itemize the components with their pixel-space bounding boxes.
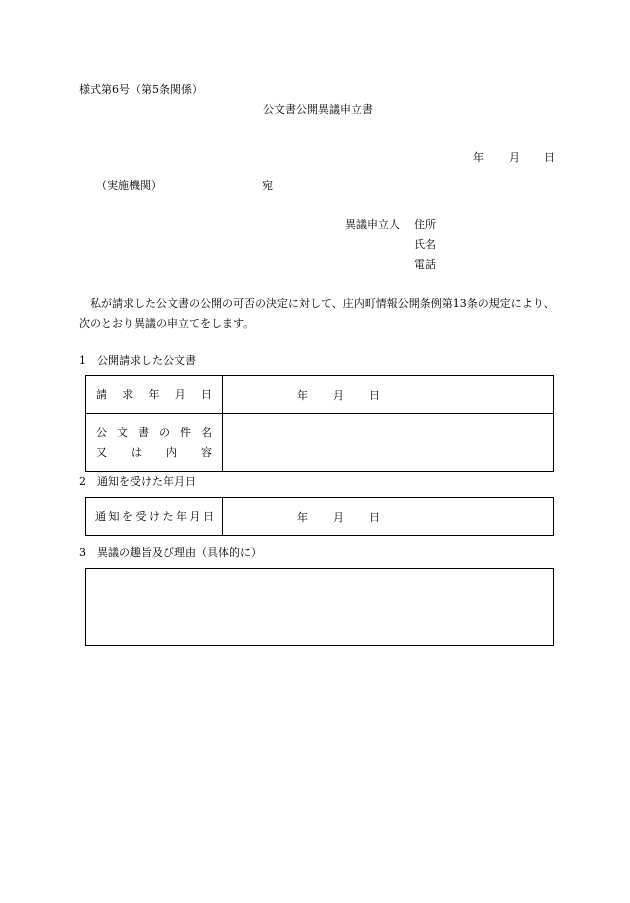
doc-subject-label-line1: 公文書の件名 <box>96 425 212 439</box>
notification-date-label: 通知を受けた年月日 <box>95 509 214 523</box>
submission-date <box>473 151 555 165</box>
page-title: 公文書公開異議申立書 <box>263 103 373 116</box>
requested-document-table <box>85 375 554 472</box>
applicant-label: 異議申立人 <box>345 218 400 231</box>
body-text: 私が請求した公文書の公開の可否の決定に対して、庄内町情報公開条例第13条の規定により、次のとおり異議の申立てをします。 <box>79 297 555 330</box>
doc-subject-label-cell <box>86 414 223 472</box>
notification-date-table <box>85 497 554 536</box>
request-date-month: 月 <box>333 388 344 402</box>
name-label: 氏名 <box>414 238 436 251</box>
date-month: 月 <box>509 151 520 164</box>
date-year: 年 <box>473 151 484 164</box>
objection-reason-field[interactable] <box>85 568 554 646</box>
request-date-field[interactable] <box>223 376 554 414</box>
request-date-label: 請求年月日 <box>96 387 212 401</box>
notification-date-year: 年 <box>297 510 308 524</box>
body-paragraph <box>79 294 557 334</box>
request-date-year: 年 <box>297 388 308 402</box>
doc-subject-label-line2: 又は内容 <box>96 445 212 459</box>
notification-date-label-cell <box>86 498 223 536</box>
doc-subject-field[interactable] <box>223 414 554 472</box>
request-date-day: 日 <box>369 388 380 402</box>
date-day: 日 <box>544 151 555 164</box>
notification-date-day: 日 <box>369 510 380 524</box>
agency-label: （実施機関） <box>96 179 162 192</box>
section2-heading: 2 通知を受けた年月日 <box>79 475 196 488</box>
section1-heading: 1 公開請求した公文書 <box>79 354 196 367</box>
phone-label: 電話 <box>414 258 436 271</box>
request-date-label-cell <box>86 376 223 414</box>
form-number: 様式第6号（第5条関係） <box>79 83 203 96</box>
notification-date-field[interactable] <box>223 498 554 536</box>
addressee-suffix: 宛 <box>262 179 273 192</box>
section3-heading: 3 異議の趣旨及び理由（具体的に） <box>79 546 262 559</box>
notification-date-month: 月 <box>333 510 344 524</box>
address-label: 住所 <box>414 218 436 231</box>
